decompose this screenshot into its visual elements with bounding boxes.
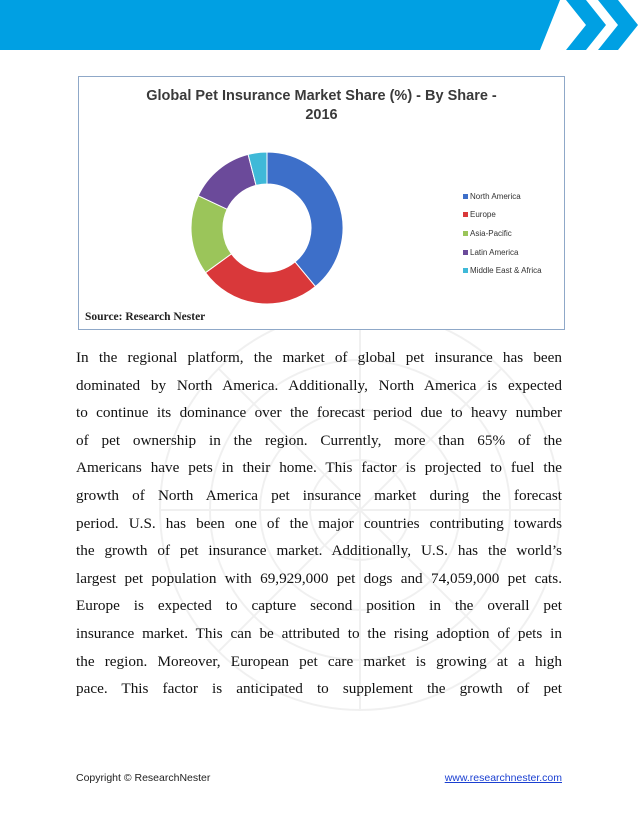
legend-label: Europe [470, 210, 496, 220]
legend-item [463, 243, 542, 262]
legend-swatch [463, 231, 468, 236]
chart-title-line-1: Global Pet Insurance Market Share (%) - By Share - [146, 88, 497, 104]
body-line: the region. Moreover, European pet care market is growing at a high [76, 652, 562, 670]
legend-label: Middle East & Africa [470, 266, 542, 276]
chart-legend [463, 187, 542, 280]
body-line: In the regional platform, the market of global pet insurance has been [76, 349, 562, 366]
footer-copyright: Copyright © ResearchNester [76, 772, 211, 784]
legend-item [463, 206, 542, 225]
body-line: dominated by North America. Additionally, North America is expected [76, 376, 562, 394]
legend-swatch [463, 268, 468, 273]
legend-swatch [463, 212, 468, 217]
body-line: period. U.S. has been one of the major countries contributing towards [76, 514, 562, 532]
header-band [0, 0, 638, 50]
body-line: pace. This factor is anticipated to supplement the growth of pet [76, 680, 562, 698]
footer-website-link[interactable]: www.researchnester.com [444, 772, 562, 784]
legend-item [463, 187, 542, 206]
chart-source: Source: Research Nester [85, 311, 206, 323]
donut-slice-north-america [267, 152, 343, 287]
body-line: largest pet population with 69,929,000 pet dogs and 74,059,000 pet cats. [76, 569, 562, 587]
header-bar [0, 0, 560, 50]
chevron-right-icon [566, 0, 606, 50]
body-line: Europe is expected to capture second position in the overall pet [76, 597, 562, 615]
legend-label: Asia-Pacific [470, 228, 512, 238]
legend-swatch [463, 194, 468, 199]
body-line: Americans have pets in their home. This factor is projected to fuel the [76, 459, 562, 477]
body-paragraph [76, 344, 562, 703]
legend-label: North America [470, 191, 521, 201]
chart-title-line-2: 2016 [305, 107, 338, 123]
body-line: the growth of pet insurance market. Additionally, U.S. has the world’s [76, 542, 562, 560]
legend-item [463, 261, 542, 280]
chart-figure [78, 76, 565, 330]
legend-item [463, 224, 542, 243]
body-line: of pet ownership in the region. Currently, more than 65% of the [76, 431, 562, 449]
body-line: growth of North America pet insurance market during the forecast [76, 486, 562, 504]
legend-label: Latin America [470, 247, 519, 257]
body-line: to continue its dominance over the forecast period due to heavy number [76, 404, 562, 422]
legend-swatch [463, 250, 468, 255]
body-line: insurance market. This can be attributed to the rising adoption of pets in [76, 624, 562, 642]
